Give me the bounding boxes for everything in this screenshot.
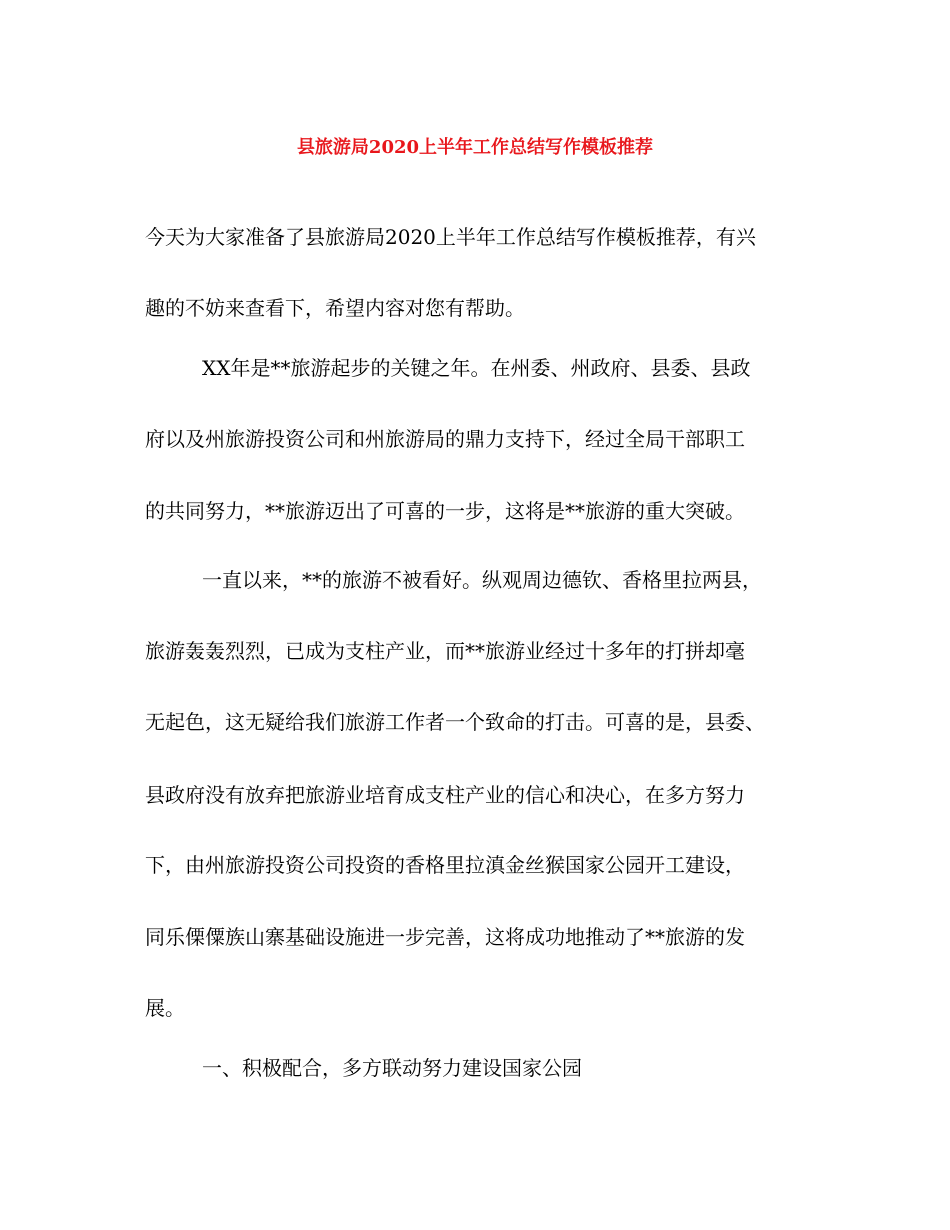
text-line: 府以及州旅游投资公司和州旅游局的鼎力支持下，经过全局干部职工 (145, 427, 745, 451)
text-line: 县政府没有放弃把旅游业培育成支柱产业的信心和决心，在多方努力 (145, 783, 745, 807)
text-line: 趣的不妨来查看下，希望内容对您有帮助。 (145, 296, 525, 320)
text-line: 旅游轰轰烈烈，已成为支柱产业，而**旅游业经过十多年的打拼却毫 (145, 639, 745, 663)
text-line: 一直以来，**的旅游不被看好。纵观周边德钦、香格里拉两县， (202, 568, 762, 592)
text-line: XX年是**旅游起步的关键之年。在州委、州政府、县委、县政 (202, 356, 751, 380)
text-line: 今天为大家准备了县旅游局2020上半年工作总结写作模板推荐，有兴 (145, 225, 756, 249)
section-heading: 一、积极配合，多方联动努力建设国家公园 (202, 1056, 582, 1080)
text-line: 无起色，这无疑给我们旅游工作者一个致命的打击。可喜的是，县委、 (145, 710, 765, 734)
text-line: 的共同努力，**旅游迈出了可喜的一步，这将是**旅游的重大突破。 (145, 499, 745, 523)
text-line: 展。 (145, 996, 185, 1020)
document-title: 县旅游局2020上半年工作总结写作模板推荐 (296, 137, 654, 158)
text-line: 下，由州旅游投资公司投资的香格里拉滇金丝猴国家公园开工建设， (145, 853, 745, 877)
text-line: 同乐傈僳族山寨基础设施进一步完善，这将成功地推动了**旅游的发 (145, 925, 745, 949)
